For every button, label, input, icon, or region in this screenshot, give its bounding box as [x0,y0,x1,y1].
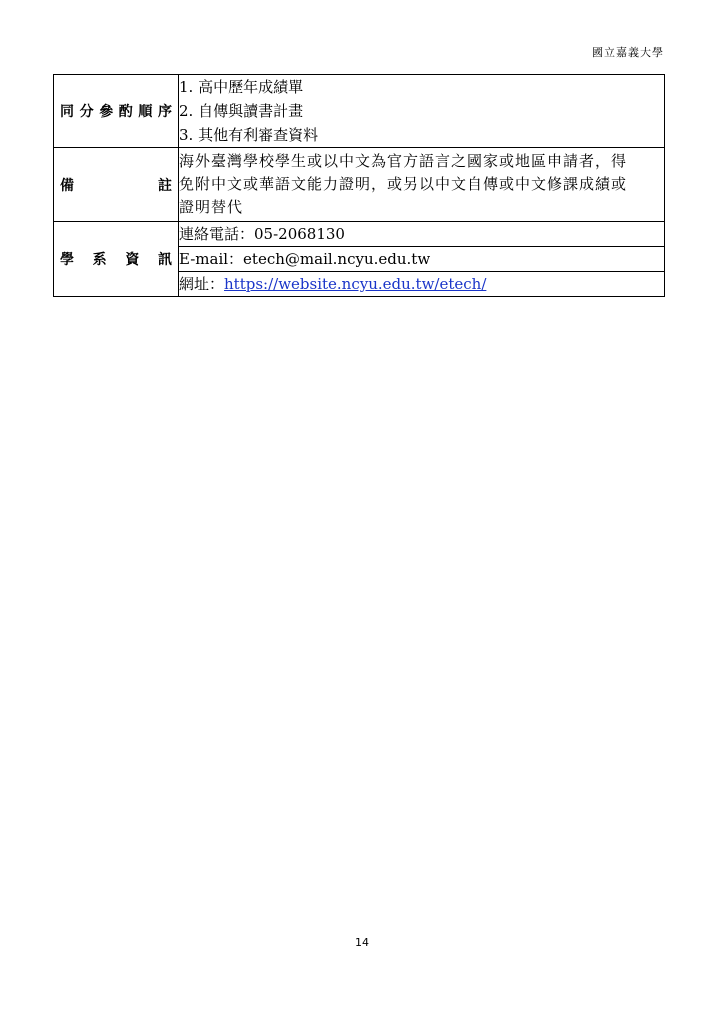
remarks-label-cell [54,148,179,222]
remarks-label [54,175,178,195]
remarks-content [179,148,665,222]
label-char: 序 [157,104,172,120]
website-link[interactable]: https://website.ncyu.edu.tw/etech/ [224,275,487,293]
remarks-line: 海外臺灣學校學生或以中文為官方語言之國家或地區申請者，得 [179,152,628,170]
label-char: 備 [60,177,74,194]
priority-content [179,75,665,148]
priority-item: 3. 其他有利審查資料 [179,126,319,144]
dept-phone-row [54,222,665,247]
remarks-line: 證明替代 [179,198,244,216]
university-header: 國立嘉義大學 [592,46,664,59]
website-label: 網址： [179,275,225,293]
dept-phone: 連絡電話：05-2068130 [179,222,665,247]
page-number: 14 [355,936,369,949]
label-char: 參 [99,104,114,120]
dept-email: E-mail：etech@mail.ncyu.edu.tw [179,247,665,272]
priority-item: 1. 高中歷年成績單 [179,78,304,96]
priority-item: 2. 自傳與讀書計畫 [179,102,304,120]
dept-info-label-cell [54,222,179,297]
priority-label [54,101,178,121]
remarks-row [54,148,665,222]
remarks-line: 免附中文或華語文能力證明，或另以中文自傳或中文修課成績或 [179,175,628,193]
label-char: 學 [60,252,74,268]
label-char: 同 [60,104,74,120]
label-char: 資 [125,252,140,268]
dept-website-cell [179,272,665,297]
label-char: 訊 [157,252,172,268]
label-char: 註 [158,177,172,194]
priority-row [54,75,665,148]
label-char: 系 [92,252,107,268]
label-char: 分 [79,104,94,120]
admission-info-table [53,74,665,297]
dept-info-label [54,249,178,269]
label-char: 順 [138,104,153,120]
label-char: 酌 [118,104,133,120]
priority-label-cell [54,75,179,148]
